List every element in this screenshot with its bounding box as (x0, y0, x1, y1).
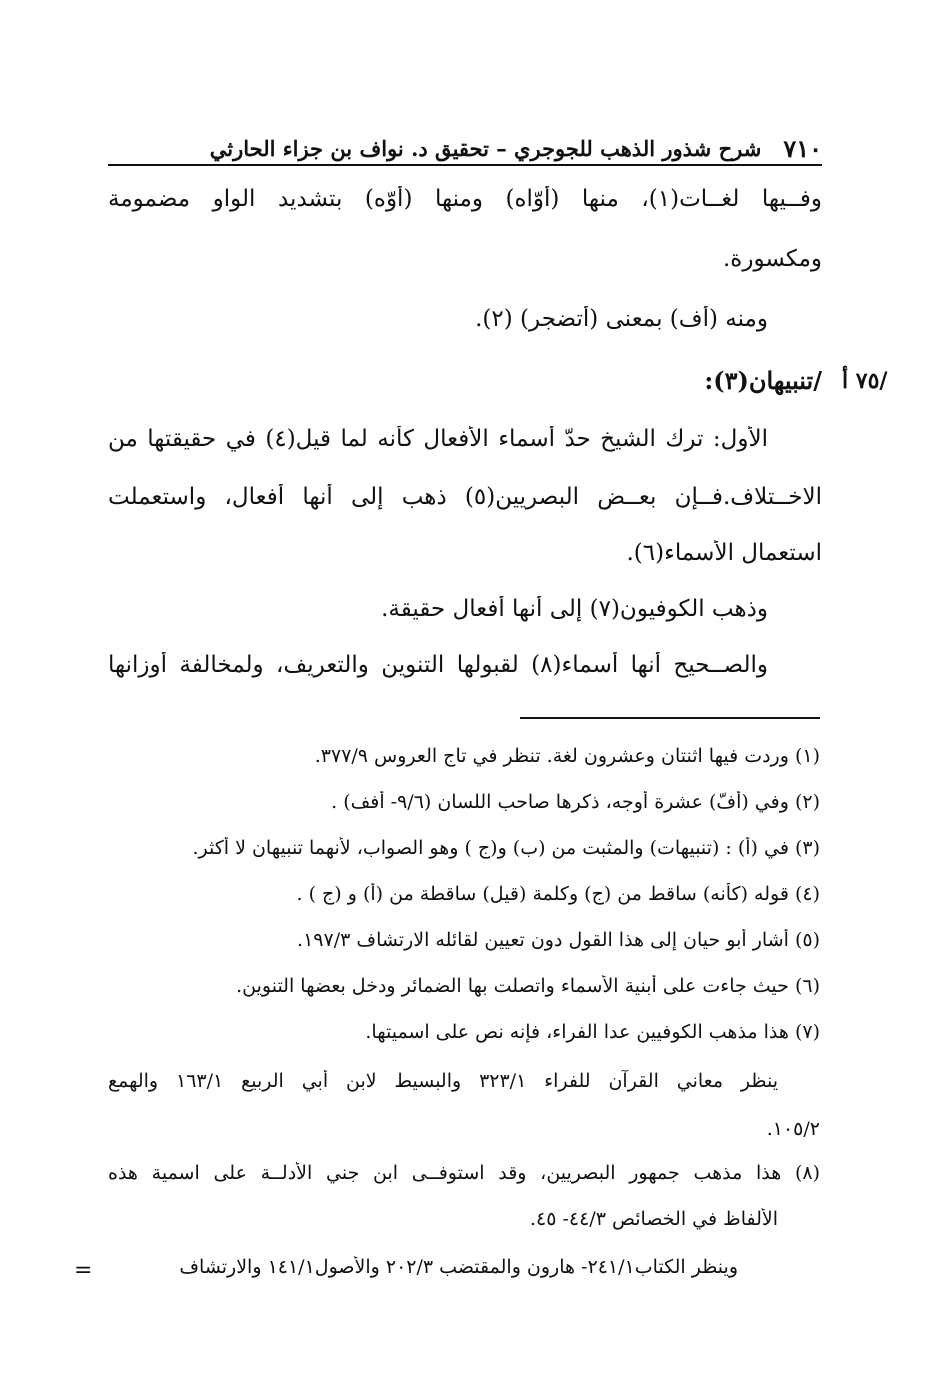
footnote: (٢) وفي (أفّ) عشرة أوجه، ذكرها صاحب اللسان (٩/٦- أفف) . (331, 791, 820, 813)
footnote: (٥) أشار أبو حيان إلى هذا القول دون تعيين لقائله الارتشاف ١٩٧/٣. (297, 929, 820, 951)
page-number: ٧١٠ (783, 134, 822, 163)
footnote-continuation: الألفاظ في الخصائص ٤٤/٣- ٤٥. (529, 1208, 778, 1230)
body-line: الأول: ترك الشيخ حدّ أسماء الأفعال كأنه لما قيل(٤) في حقيقتها من (108, 426, 768, 452)
footnote-separator (520, 717, 820, 719)
body-line: استعمال الأسماء(٦). (626, 540, 822, 566)
footnote-continuation: وينظر الكتاب٢٤١/١- هارون والمقتضب ٢٠٢/٣ والأصول١٤١/١ والارتشاف (179, 1256, 738, 1278)
section-heading: /تنبيهان(٣): (704, 366, 822, 395)
body-line: وذهب الكوفيون(٧) إلى أنها أفعال حقيقة. (381, 596, 768, 622)
footnote: (٨) هذا مذهب جمهور البصريين، وقد استوفــى ابن جني الأدلــة على اسمية هذه (108, 1162, 820, 1184)
continuation-mark: = (74, 1258, 93, 1283)
body-line: ومكسورة. (723, 246, 822, 272)
header-title: شرح شذور الذهب للجوجري – تحقيق د. نواف بن جزاء الحارثي (209, 136, 762, 161)
body-line: ومنه (أف) بمعنى (أتضجر) (٢). (475, 306, 768, 332)
footnote: (١) وردت فيها اثنتان وعشرون لغة. تنظر في تاج العروس ٣٧٧/٩. (314, 745, 820, 767)
body-line: والصــحيح أنها أسماء(٨) لقبولها التنوين والتعريف، ولمخالفة أوزانها (108, 652, 768, 678)
footnote: (٧) هذا مذهب الكوفيين عدا الفراء، فإنه نص على اسميتها. (365, 1021, 820, 1043)
footnote: (٣) في (أ) : (تنبيهات) والمثبت من (ب) و(ج ) وهو الصواب، لأنهما تنبيهان لا أكثر. (192, 837, 820, 859)
running-header (108, 134, 822, 166)
footnote: (٦) حيث جاءت على أبنية الأسماء واتصلت بها الضمائر ودخل بعضها التنوين. (236, 975, 820, 997)
footnote-continuation: ١٠٥/٢. (766, 1118, 820, 1140)
manuscript-folio-marker: /٧٥ أ (842, 368, 888, 394)
footnote-continuation: ينظر معاني القرآن للفراء ٣٢٣/١ والبسيط لابن أبي الربيع ١٦٣/١ والهمع (108, 1070, 778, 1092)
footnote: (٤) قوله (كأنه) ساقط من (ج) وكلمة (قيل) ساقطة من (أ) و (ج ) . (296, 883, 820, 905)
body-line: الاخــتلاف.فــإن بعــض البصريين(٥) ذهب إلى أنها أفعال، واستعملت (108, 484, 822, 510)
body-line: وفــيها لغــات(١)، منها (أوّاه) ومنها (أوّه) بتشديد الواو مضمومة (108, 186, 822, 212)
